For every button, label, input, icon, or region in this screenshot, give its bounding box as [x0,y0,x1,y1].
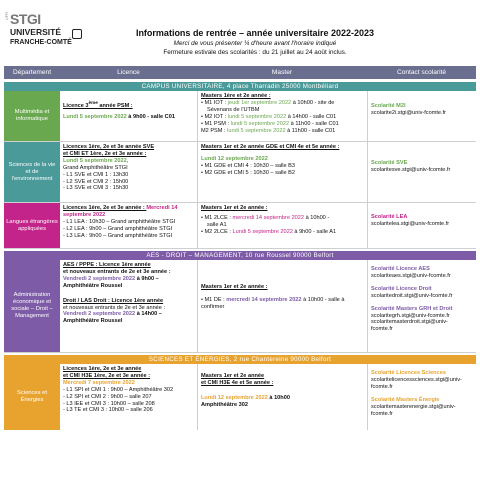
licence-cell-mmi: Licence 3ème année PSM : Lundi 5 septembre 2022 à 9h00 - salle C01 [63,100,175,120]
dept-cell-sciences: Sciences et Énergies [4,364,60,430]
contact-email[interactable]: scolariteaes.stgi@univ-fcomte.fr [371,272,451,279]
logo-stgi: STGI [10,11,41,27]
contact-title: Scolarité LEA [371,214,408,220]
logo-ufr: UFR [4,12,9,21]
contact-email[interactable]: scolaritesve.stgi@univ-fcomte.fr [371,166,451,173]
closure-note: Fermeture estivale des scolarités : du 21 juillet au 24 août inclus. [163,49,347,56]
contact-title: Scolarité Masters Énergie [371,396,440,403]
dept-cell-mmi: Multimédia et informatique [4,91,60,141]
contact-email[interactable]: scolaritedroit.stgi@univ-fcomte.fr [371,292,453,299]
campus-band-roussel: AES - DROIT – MANAGEMENT, 10 rue Roussel 90000 Belfort [4,251,476,260]
university-logo [4,8,94,52]
master-cell-svie: Masters 1er et 2e année GDE et CMI 4e et 5e année : Lundi 12 septembre 2022 • M1 GDE et CMI 4 : 10h30 – salle B3 • M2 GDE et CMI 5 : 10h30 – salle B2 [197,142,367,202]
dept-cell-svie: Sciences de la vie et de l'environnement [4,142,60,202]
dept-cell-lea: Langues étrangères appliquées [4,203,60,248]
contact-cell-mmi [367,91,476,141]
table-row-aes [4,260,476,353]
master-cell-mmi: Masters 1ère et 2e année : • M1 IOT : jeudi 1er septembre 2022 à 10h00 - site de Sévenans de l'UTBM • M2 IOT : lundi 5 septembre 2022 à 14h00 - salle C01 • M1 PSM : lundi 5 septembre 2022 à 11h00 - salle C01 M2 PSM : lundi 5 septembre 2022 à 11h00 - salle C01 [197,91,367,141]
contact-email[interactable]: scolaritelea.stgi@univ-fcomte.fr [371,220,450,227]
document-header [100,28,410,57]
logo-universite: UNIVERSITÉ [10,27,62,37]
table-row-mmi [4,91,476,142]
schedule-table [4,66,476,430]
contact-title: Scolarité Licence Droit [371,285,432,292]
col-header-licence: Licence [117,69,140,76]
page-title: Informations de rentrée – année universitaire 2022-2023 [135,28,375,38]
contact-cell-svie [367,142,476,202]
licence-cell-sciences: Licences 1ère, 2e et 3e année et CMI H3E 1ère, 2e et 3e année : Mercredi 7 septembre 2022 - L1 SPI et CMI 1 : 9h00 – Amphithéâtre 302 - L2 SPI et CMI 2 : 9h00 – salle 207 - L3 IEE et CMI 3 : 10h00 – salle 208 - L3 TE et CMI 3 : 10h00 – salle 206 [63,366,174,414]
contact-title: Scolarité Licence AES [371,266,430,272]
master-cell-sciences: Masters 1er et 2e année et CMI H3E 4e et 5e année : Lundi 12 septembre 2022 à 10h00 Amphithéâtre 302 [197,364,367,430]
contact-cell-lea [367,203,476,248]
logo-franche-comte: FRANCHE-COMTÉ [10,39,72,46]
contact-cell-sciences: Scolarité Licences Sciences scolaritelicencessciences.stgi@univ- fcomte.fr Scolarité Masters Énergie scolaritemasterenergie.stgi@univ- fcomte.fr [367,364,476,430]
table-row-svie [4,142,476,203]
contact-email[interactable]: scolaritemasterenergie.stgi@univ- [371,403,456,410]
logo-mark-icon [72,29,82,39]
col-header-contact: Contact scolarité [396,69,447,76]
table-row-sciences [4,364,476,430]
master-cell-aes: Masters 1er et 2e année : • M1 DE : mercredi 14 septembre 2022 à 10h00 - salle à confirmer [197,260,367,352]
contact-email[interactable]: scolaritemasterdroit.stgi@univ- [371,319,448,326]
licence-cell-lea: Licences 1ère, 2e et 3e année : Mercredi 14 septembre 2022 - L1 LEA : 10h30 – Grand amphithéâtre STGI - L2 LEA : 9h00 – Grand amphithéâtre STGI - L3 LEA : 9h00 – Grand amphithéâtre STGI [63,205,178,239]
contact-email[interactable]: scolaritegrh.stgi@univ-fcomte.fr [371,312,450,319]
contact-email[interactable]: scolarite2i.stgi@univ-fcomte.fr [371,109,447,116]
campus-band-montbeliard: CAMPUS UNIVERSITAIRE, 4 place Tharradin 25000 Montbéliard [4,82,476,91]
contact-title: Scolarité Licences Sciences [371,370,446,376]
master-cell-lea: Masters 1er et 2e année : • M1 2LCE : mercredi 14 septembre 2022 à 10h00 - salle A1 • M2 2LCE : Lundi 5 septembre 2022 à 9h00 - salle A1 [197,203,367,248]
campus-band-chantereine: SCIENCES ET ÉNERGIES, 2 rue Chantereine 90000 Belfort [4,355,476,364]
dept-cell-aes: Administration économique et sociale – Droit – Management [4,260,60,352]
licence-cell-aes: AES / PPPE : Licence 1ère année et nouveaux entrants de 2e et 3e année : Vendredi 2 septembre 2022 à 9h00 – Amphithéâtre Roussel Droit / LAS Droit : Licence 1ère année et nouveaux entrants de 2e et 3e année : Vendredi 2 septembre 2022 à 14h00 – Amphithéâtre Roussel [63,262,171,325]
contact-email[interactable]: scolaritelicencessciences.stgi@univ- [371,376,462,383]
contact-title: Scolarité SVE [371,160,408,166]
col-header-master: Master [271,69,293,76]
table-header [4,66,476,79]
contact-cell-aes: Scolarité Licence AES scolariteaes.stgi@univ-fcomte.fr Scolarité Licence Droit scolaritedroit.stgi@univ-fcomte.fr Scolarité Masters GRH et Droit scolaritegrh.stgi@univ-fcomte.fr scolaritemasterdroit.stgi@univ- fcomte.fr [367,260,476,352]
contact-title: Scolarité M2I [371,103,406,109]
table-row-lea [4,203,476,249]
col-header-departement: Département [12,69,52,76]
contact-title: Scolarité Masters GRH et Droit [371,305,453,312]
page-subtitle: Merci de vous présenter ¼ d'heure avant l'horaire indiqué [173,40,337,47]
licence-cell-svie: Licences 1ère, 2e et 3e année SVE et CMI ET 1ère, 2e et 3e année : Lundi 5 septembre 2022, Grand Amphithéâtre STGI - L1 SVE et CMI 1 : 13h30 - L2 SVE et CMI 2 : 15h00 - L3 SVE et CMI 3 : 15h30 [63,144,155,192]
